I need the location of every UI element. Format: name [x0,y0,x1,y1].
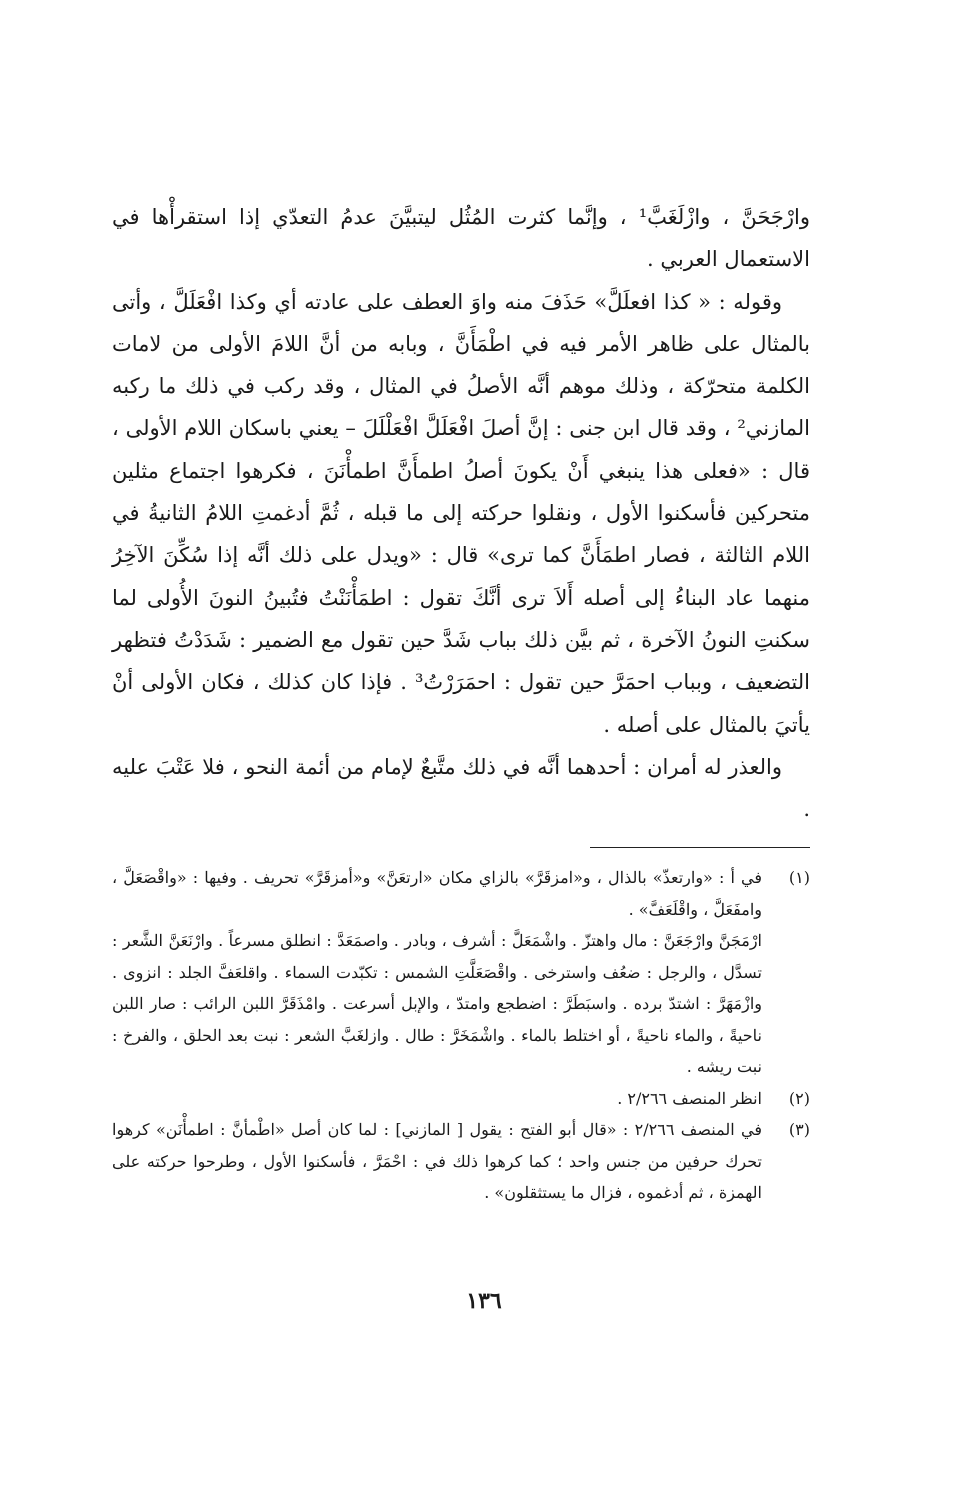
footnote-2 [112,1083,810,1115]
paragraph-1: وارْجَحَنَّ ، وازْلَغَبَّ¹ ، وإنَّما كثرت المُثُل ليتبيَّنَ عدمُ التعدّي إذا استقرأْها في الاستعمال العربي . [112,205,810,272]
paragraph-2: وقوله : « كذا افعلَلَّ» حَذَفَ منه واوَ العطف على عادته أي وكذا افْعَلَلَّ ، وأتى بالمثال على ظاهر الأمر فيه في اطْمَأَنَّ ، وبابه من أنَّ اللامَ الأولى من لامات الكلمة متحرّكة ، وذلك موهم أنَّه الأصلُ في المثال ، وقد ركب في ذلك ما ركبه المازني² ، وقد قال ابن جنى : إنَّ أصلَ افْعَلَلَّ افْعَلْلَلَ – يعني باسكان اللام الأولى ، قال : «فعلى هذا ينبغي أَنْ يكونَ أصلُ اطمأَنَّ اطمأْنَنَ ، فكرهوا اجتماع مثلين متحركين فأسكنوا الأول ، ونقلوا حركته إلى ما قبله ، ثُمَّ أدغمتِ اللامُ الثانيةُ في اللام الثالثة ، فصار اطمَأَنَّ كما ترى» قال : «ويدل على ذلك أنَّه إذا سُكِّنَ الآخِرُ منهما عاد البناءُ إلى أصله أَلاَ ترى أنَّكَ تقول : اطمَأْنَنْتُ فتُبينُ النونَ الأُولى لما سكنتِ النونُ الآخرة ، ثم بيَّن ذلك بباب شَدَّ حين تقول مع الضمير : شَدَدْتُ فتظهر التضعيف ، وبباب احمَرَّ حين تقول : احمَرَرْتُ³ . فإذا كان كذلك ، فكان الأولى أنْ يأتيَ بالمثال على أصله . [112,289,810,737]
footnote-line: انظر المنصف ٢/٢٦٦ . [617,1088,762,1108]
footnotes [112,862,810,1209]
footnote-number: (٢) [788,1088,810,1108]
footnote-body [112,1083,762,1115]
footnote-separator [590,847,810,848]
footnote-line: ارْمَجَنَّ وارْجَعَنَّ : مال واهتزّ . واشْمَعَلَّ : أشرف ، وبادر . واصمَعَدَّ : انطلق مسرعاً . وارْنَعَنَّ الشَّعر : تسدَّل ، والرجل : ضعُف واسترخى . واقْصَعَلَّتِ الشمس : تكبّدت السماء . واقلعَفَّ الجلد : انزوى . وازْمَهَرَّ : اشتدّ برده . واسبَطَرَّ : اضطجع وامتدّ ، والإبل أسرعت . وامْذَقَرَّ اللبن الرائب : صار اللبن ناحيةً ، والماء ناحيةً ، أو اختلط بالماء . واشْمَخَرَّ : طال . وازلغَبَّ الشعر : نبت بعد الحلق ، والفرخ : نبت ريشه . [112,931,762,1076]
footnote-line: في المنصف ٢/٢٦٦ : «قال أبو الفتح : يقول [ المازني] : لما كان أصل «اطْمأنَّ : اطمأْنَن» كرهوا تحرك حرفين من جنس واحد ؛ كما كرهوا ذلك في : احْمَرَّ ، فأسكنوا الأول ، وطرحوا حركته على الهمزة ، ثم أدغموه ، فزال ما يستثقلون» . [112,1120,763,1202]
footnote-3 [112,1114,810,1209]
footnote-body [112,1114,762,1209]
page-number: ١٣٦ [466,1288,502,1314]
paragraph-3: والعذر له أمران : أحدهما أنَّه في ذلك متَّبعٌ لإمام من أئمة النحو ، فلا عَتْبَ عليه . [112,754,810,822]
footnote-number: (٣) [788,1120,810,1139]
footnote-number: (١) [788,868,810,887]
footnote-1 [112,862,810,1083]
footnote-line: في أ : «وارتعذّ» بالذال ، و«امزقَرَّ» بالزاي مكان «ارتعَنَّ» و«أمزقَرَّ» تحريف . وفيها : «واقْصَعَلَّ ، وامفَعَلَّ ، واقْلَعَفَّ» . [112,868,762,919]
footnote-body [112,862,762,1083]
main-text [112,196,810,830]
